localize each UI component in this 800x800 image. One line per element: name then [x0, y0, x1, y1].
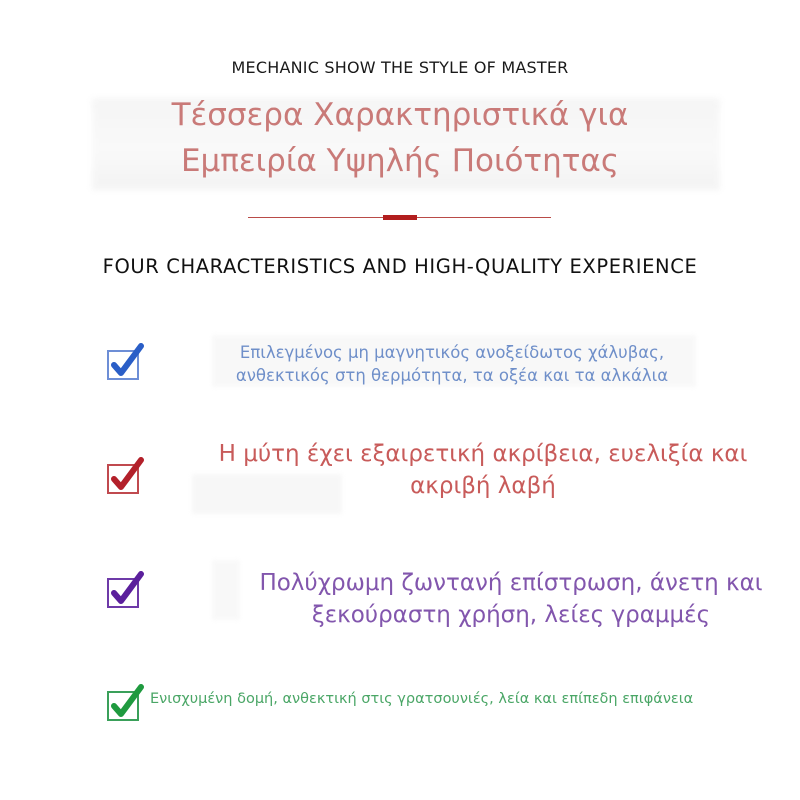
feature-3-line-1: Πολύχρωμη ζωντανή επίστρωση, άνετη και: [259, 570, 763, 596]
feature-2-line-1: Η μύτη έχει εξαιρετική ακρίβεια, ευελιξία και: [218, 441, 748, 467]
feature-2-text: [198, 438, 768, 502]
feature-1-text: [222, 341, 682, 387]
feature-1-line-2: ανθεκτικός στη θερμότητα, τα οξέα και τα αλκάλια: [235, 366, 669, 385]
feature-3-text: [226, 567, 796, 631]
feature-3-checkbox-icon: [106, 571, 144, 609]
feature-4-text: [150, 689, 745, 709]
title-divider-accent: [383, 215, 417, 220]
feature-1-line-1: Επιλεγμένος μη μαγνητικός ανοξείδωτος χάλυβας,: [239, 343, 665, 362]
page-title: [100, 92, 700, 184]
feature-3-line-2: ξεκούραστη χρήση, λείες γραμμές: [311, 602, 711, 628]
feature-2-checkbox-icon: [106, 457, 144, 495]
title-line-2: Εμπειρία Υψηλής Ποιότητας: [180, 143, 620, 179]
feature-4-checkbox-icon: [106, 684, 144, 722]
header-subtitle: MECHANIC SHOW THE STYLE OF MASTER: [231, 58, 569, 77]
feature-4-line-1: Ενισχυμένη δομή, ανθεκτική στις γρατσουνιές, λεία και επίπεδη επιφάνεια: [150, 691, 694, 707]
section-heading: FOUR CHARACTERISTICS AND HIGH-QUALITY EXPERIENCE: [102, 255, 698, 278]
feature-1-checkbox-icon: [106, 343, 144, 381]
title-line-1: Τέσσερα Χαρακτηριστικά για: [171, 97, 629, 133]
feature-2-line-2: ακριβή λαβή: [410, 473, 556, 499]
